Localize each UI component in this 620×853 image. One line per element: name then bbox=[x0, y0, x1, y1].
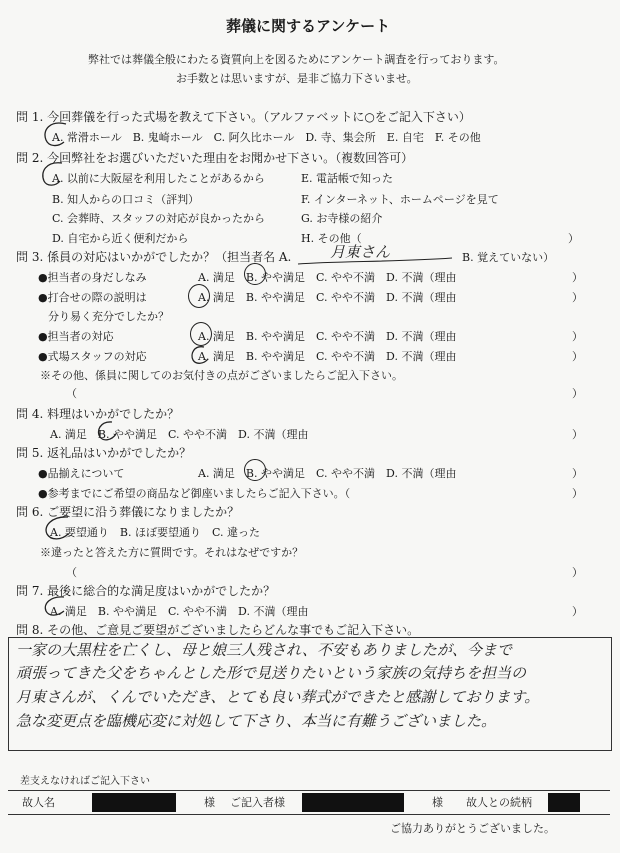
q5-item-2: ●参考までにご希望の商品など御座いましたらご記入下さい。（ bbox=[38, 487, 351, 500]
q2-option-b: B. 知人からの口コミ（評判） bbox=[52, 193, 200, 206]
deceased-name-label: 故人名 bbox=[22, 796, 55, 809]
q4-close: ） bbox=[572, 428, 583, 441]
circle-mark-icon bbox=[40, 594, 72, 620]
question-3: 問 3. 係員の対応はいかがでしたか？（担当者名 A. bbox=[16, 250, 292, 264]
redacted-block bbox=[548, 793, 580, 812]
intro-line-1: 弊社では葬儀全般にわたる資質向上を図るためにアンケート調査を行っております。 bbox=[88, 53, 505, 66]
q3-item-options: A. 満足 B. やや満足 C. やや不満 D. 不満（理由 bbox=[198, 350, 457, 363]
question-1-options: A. 常滑ホール B. 鬼崎ホール C. 阿久比ホール D. 寺、集会所 E. 自宅 F. その他 bbox=[52, 131, 481, 144]
q3-item-close: ） bbox=[572, 330, 583, 343]
q3-paren-open: （ bbox=[66, 387, 77, 400]
q3-item-close: ） bbox=[572, 271, 583, 284]
q2-option-a: A. 以前に大阪屋を利用したことがあるから bbox=[52, 172, 265, 185]
page-title: 葬儀に関するアンケート bbox=[226, 17, 391, 35]
q5-item-2-close: ） bbox=[572, 487, 583, 500]
circle-mark-icon bbox=[244, 263, 266, 285]
writer-label: ご記入者様 bbox=[230, 796, 285, 809]
redacted-block bbox=[92, 793, 176, 812]
question-8: 問 8. その他、ご意見ご要望がございましたらどんな事でもご記入下さい。 bbox=[16, 623, 420, 637]
sama-label: 様 bbox=[204, 796, 215, 809]
q3-item-close: ） bbox=[572, 350, 583, 363]
handwritten-comment-line: 一家の大黒柱を亡くし、母と娘三人残され、不安もありましたが、今まで bbox=[16, 641, 512, 659]
question-7: 問 7. 最後に総合的な満足度はいかがでしたか？ bbox=[16, 584, 276, 598]
handwritten-comment-line: 頑張ってきた父をちゃんとした形で見送りたいという家族の気持ちを担当の bbox=[16, 664, 527, 682]
q6-paren-close: ） bbox=[572, 566, 583, 579]
q3-note: ※その他、係員に関してのお気付きの点がございましたらご記入下さい。 bbox=[40, 369, 403, 382]
q2-option-h-close: ） bbox=[568, 232, 579, 245]
q3-item-close: ） bbox=[572, 291, 583, 304]
q3-item-options: A. 満足 B. やや満足 C. やや不満 D. 不満（理由 bbox=[198, 271, 457, 284]
q2-option-e: E. 電話帳で知った bbox=[301, 172, 394, 185]
circle-mark-icon bbox=[40, 514, 74, 544]
handwritten-staff-name: 月東さん bbox=[330, 243, 391, 261]
q3-item-label: ●式場スタッフの対応 bbox=[38, 350, 147, 363]
q5-item-1-options: A. 満足 B. やや満足 C. やや不満 D. 不満（理由 bbox=[198, 467, 457, 480]
q2-option-f: F. インターネット、ホームページを見て bbox=[301, 193, 499, 206]
q2-option-d: D. 自宅から近く便利だから bbox=[52, 232, 189, 245]
q2-option-c: C. 会葬時、スタッフの対応が良かったから bbox=[52, 212, 266, 225]
q3-item-options: A. 満足 B. やや満足 C. やや不満 D. 不満（理由 bbox=[198, 330, 457, 343]
question-6: 問 6. ご要望に沿う葬儀になりましたか？ bbox=[16, 505, 240, 519]
q3-item-label: ●担当者の身だしなみ bbox=[38, 271, 147, 284]
q4-options: A. 満足 B. やや満足 C. やや不満 D. 不満（理由 bbox=[50, 428, 309, 441]
relation-label: 故人との続柄 bbox=[466, 796, 532, 809]
q6-note: ※違ったと答えた方に質問です。それはなぜですか？ bbox=[40, 546, 304, 559]
q3-item-options: A. 満足 B. やや満足 C. やや不満 D. 不満（理由 bbox=[198, 291, 457, 304]
circle-mark-icon bbox=[188, 344, 214, 366]
q3-item-label: 分り易く充分でしたか？ bbox=[48, 310, 169, 323]
q3-item-label: ●打合せの際の説明は bbox=[38, 291, 147, 304]
q5-item-1-close: ） bbox=[572, 467, 583, 480]
q2-option-h: H. その他（ bbox=[301, 232, 362, 245]
q7-close: ） bbox=[572, 605, 583, 618]
q2-option-g: G. お寺様の紹介 bbox=[301, 212, 383, 225]
question-2: 問 2. 今回弊社をお選びいただいた理由をお聞かせ下さい。（複数回答可） bbox=[16, 151, 414, 165]
underline-stroke-icon bbox=[296, 244, 456, 268]
q7-options: A. 満足 B. やや満足 C. やや不満 D. 不満（理由 bbox=[50, 605, 309, 618]
circle-mark-icon bbox=[190, 322, 212, 346]
footer-bottom-rule bbox=[8, 814, 610, 815]
sama-label: 様 bbox=[432, 796, 443, 809]
circle-mark-icon bbox=[244, 459, 266, 481]
question-1: 問 1. 今回葬儀を行った式場を教えて下さい。（アルファベットに○をご記入下さい） bbox=[16, 110, 471, 124]
question-5: 問 5. 返礼品はいかがでしたか？ bbox=[16, 446, 192, 460]
circle-mark-icon bbox=[188, 284, 210, 308]
handwritten-comment-line: 月東さんが、くんでいただき、とても良い葬式ができたと感謝しております。 bbox=[16, 688, 540, 706]
q3-option-b: B. 覚えていない） bbox=[462, 251, 555, 264]
footer-note: 差支えなければご記入下さい bbox=[20, 776, 150, 787]
circle-mark-icon bbox=[38, 160, 68, 190]
footer-top-rule bbox=[8, 790, 610, 791]
q3-item-label: ●担当者の対応 bbox=[38, 330, 114, 343]
redacted-block bbox=[302, 793, 404, 812]
question-4: 問 4. 料理はいかがでしたか？ bbox=[16, 407, 180, 421]
q5-item-1: ●品揃えについて bbox=[38, 467, 125, 480]
circle-mark-icon bbox=[94, 419, 120, 443]
q3-paren-close: ） bbox=[572, 387, 583, 400]
thanks-text: ご協力ありがとうございました。 bbox=[390, 822, 555, 835]
q6-options: A. 要望通り B. ほぼ要望通り C. 違った bbox=[50, 526, 261, 539]
intro-line-2: お手数とは思いますが、是非ご協力下さいませ。 bbox=[176, 72, 418, 85]
handwritten-comment-line: 急な変更点を臨機応変に対処して下さり、本当に有難うございました。 bbox=[16, 712, 497, 730]
q6-paren-open: （ bbox=[66, 566, 77, 579]
circle-mark-icon bbox=[40, 120, 70, 150]
